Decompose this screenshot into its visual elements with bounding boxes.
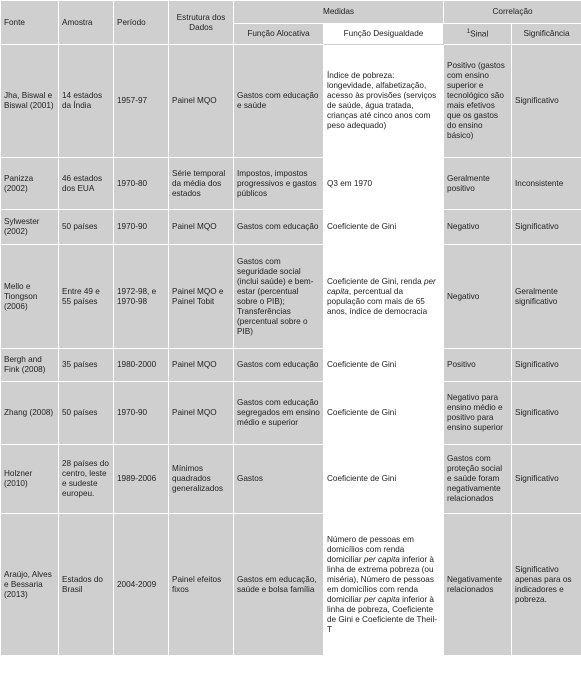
cell-periodo: 1957-97 — [114, 45, 169, 158]
cell-amostra: 50 países — [59, 210, 114, 245]
cell-periodo: 1970-90 — [114, 210, 169, 245]
header-sinal-label: Sinal — [470, 29, 489, 39]
cell-estrutura: Painel MQO — [169, 210, 234, 245]
cell-desigualdade: Coeficiente de Gini — [324, 445, 444, 514]
cell-alocativa: Gastos com educação segregados em ensino médio e superior — [234, 382, 324, 445]
cell-fonte: Bergh and Fink (2008) — [1, 349, 59, 382]
header-amostra: Amostra — [59, 1, 114, 45]
cell-desigualdade: Índice de pobreza: longevidade, alfabetização, acesso às provisões (serviços de saúde, água tratada, crianças até cinco anos com peso adequado) — [324, 45, 444, 158]
header-medidas: Medidas — [234, 1, 444, 24]
cell-sinal: Geralmente positivo — [444, 158, 512, 210]
table-row — [1, 158, 581, 210]
cell-fonte: Zhang (2008) — [1, 382, 59, 445]
cell-alocativa: Gastos com educação e saúde — [234, 45, 324, 158]
cell-significancia: Significativo apenas para os indicadores e pobreza. — [512, 514, 581, 656]
cell-amostra: 14 estados da Índia — [59, 45, 114, 158]
table-row — [1, 514, 581, 656]
cell-significancia: Inconsistente — [512, 158, 581, 210]
cell-desigualdade: Q3 em 1970 — [324, 158, 444, 210]
cell-alocativa: Gastos com educação — [234, 210, 324, 245]
cell-sinal: Positivo — [444, 349, 512, 382]
cell-alocativa: Impostos, impostos progressivos e gastos públicos — [234, 158, 324, 210]
cell-significancia: Significativo — [512, 445, 581, 514]
cell-estrutura: Série temporal da média dos estados — [169, 158, 234, 210]
cell-alocativa: Gastos em educação, saúde e bolsa família — [234, 514, 324, 656]
cell-alocativa: Gastos — [234, 445, 324, 514]
cell-estrutura: Painel MQO — [169, 382, 234, 445]
cell-significancia: Significativo — [512, 382, 581, 445]
cell-estrutura: Painel MQO e Painel Tobit — [169, 245, 234, 349]
header-significancia: Significância — [512, 24, 581, 45]
cell-amostra: 46 estados dos EUA — [59, 158, 114, 210]
cell-text: Coeficiente de Gini, renda — [327, 276, 424, 286]
cell-periodo: 1970-80 — [114, 158, 169, 210]
cell-fonte: Holzner (2010) — [1, 445, 59, 514]
cell-estrutura: Painel MQO — [169, 349, 234, 382]
cell-text: inferior à linha de extrema pobreza (ou miséria), Número de pessoas em domicílios com renda domiciliar — [327, 554, 434, 604]
cell-significancia: Significativo — [512, 210, 581, 245]
table-row — [1, 382, 581, 445]
cell-alocativa: Gastos com seguridade social (inclui saúde) e bem-estar (percentual sobre o PIB); Transferências (percentual sobre o PIB) — [234, 245, 324, 349]
cell-sinal: Negativo para ensino médio e positivo para ensino superior — [444, 382, 512, 445]
cell-text-italic: per capita — [363, 554, 400, 564]
cell-amostra: 28 países do centro, leste e sudeste europeu. — [59, 445, 114, 514]
cell-sinal: Negativo — [444, 245, 512, 349]
header-funcao-alocativa: Função Alocativa — [234, 24, 324, 45]
cell-desigualdade — [324, 245, 444, 349]
cell-periodo: 1989-2006 — [114, 445, 169, 514]
table-row — [1, 349, 581, 382]
table-row — [1, 245, 581, 349]
cell-significancia: Significativo — [512, 349, 581, 382]
cell-text: inferior à linha de pobreza, Coeficiente de Gini e Coeficiente de Theil-T — [327, 594, 437, 634]
cell-significancia: Geralmente significativo — [512, 245, 581, 349]
cell-text-italic: per capita — [363, 594, 400, 604]
cell-desigualdade: Coeficiente de Gini — [324, 210, 444, 245]
cell-periodo: 2004-2009 — [114, 514, 169, 656]
cell-amostra: 50 países — [59, 382, 114, 445]
header-funcao-desigualdade: Função Desigualdade — [324, 24, 444, 45]
cell-periodo: 1980-2000 — [114, 349, 169, 382]
table-row — [1, 210, 581, 245]
header-estrutura: Estrutura dos Dados — [169, 1, 234, 45]
header-fonte: Fonte — [1, 1, 59, 45]
cell-amostra: Entre 49 e 55 países — [59, 245, 114, 349]
header-periodo: Período — [114, 1, 169, 45]
header-sinal — [444, 24, 512, 45]
cell-desigualdade — [324, 514, 444, 656]
cell-periodo: 1970-90 — [114, 382, 169, 445]
cell-sinal: Negativamente relacionados — [444, 514, 512, 656]
cell-sinal: Positivo (gastos com ensino superior e tecnológico são mais efetivos que os gastos do ensino básico) — [444, 45, 512, 158]
cell-sinal: Gastos com proteção social e saúde foram negativamente relacionados — [444, 445, 512, 514]
cell-estrutura: Painel MQO — [169, 45, 234, 158]
cell-fonte: Sylwester (2002) — [1, 210, 59, 245]
cell-significancia: Significativo — [512, 45, 581, 158]
cell-amostra: Estados do Brasil — [59, 514, 114, 656]
header-correlacao: Correlação — [444, 1, 581, 24]
cell-alocativa: Gastos com educação — [234, 349, 324, 382]
cell-text-italic: per capita — [327, 276, 436, 296]
cell-text: , percentual da população com mais de 65 anos, índice de democracia — [327, 286, 428, 316]
table-row — [1, 45, 581, 158]
cell-desigualdade: Coeficiente de Gini — [324, 382, 444, 445]
cell-periodo: 1972-98, e 1970-98 — [114, 245, 169, 349]
cell-desigualdade: Coeficiente de Gini — [324, 349, 444, 382]
table-row — [1, 445, 581, 514]
cell-fonte: Mello e Tiongson (2006) — [1, 245, 59, 349]
cell-estrutura: Mínimos quadrados generalizados — [169, 445, 234, 514]
cell-amostra: 35 países — [59, 349, 114, 382]
cell-estrutura: Painel efeitos fixos — [169, 514, 234, 656]
cell-fonte: Araújo, Alves e Bessaria (2013) — [1, 514, 59, 656]
header-sinal-footnote-mark: 1 — [466, 28, 471, 35]
cell-fonte: Panizza (2002) — [1, 158, 59, 210]
cell-fonte: Jha, Biswal e Biswal (2001) — [1, 45, 59, 158]
cell-text: Número de pessoas em domicílios com renda domiciliar — [327, 534, 414, 564]
cell-sinal: Negativo — [444, 210, 512, 245]
